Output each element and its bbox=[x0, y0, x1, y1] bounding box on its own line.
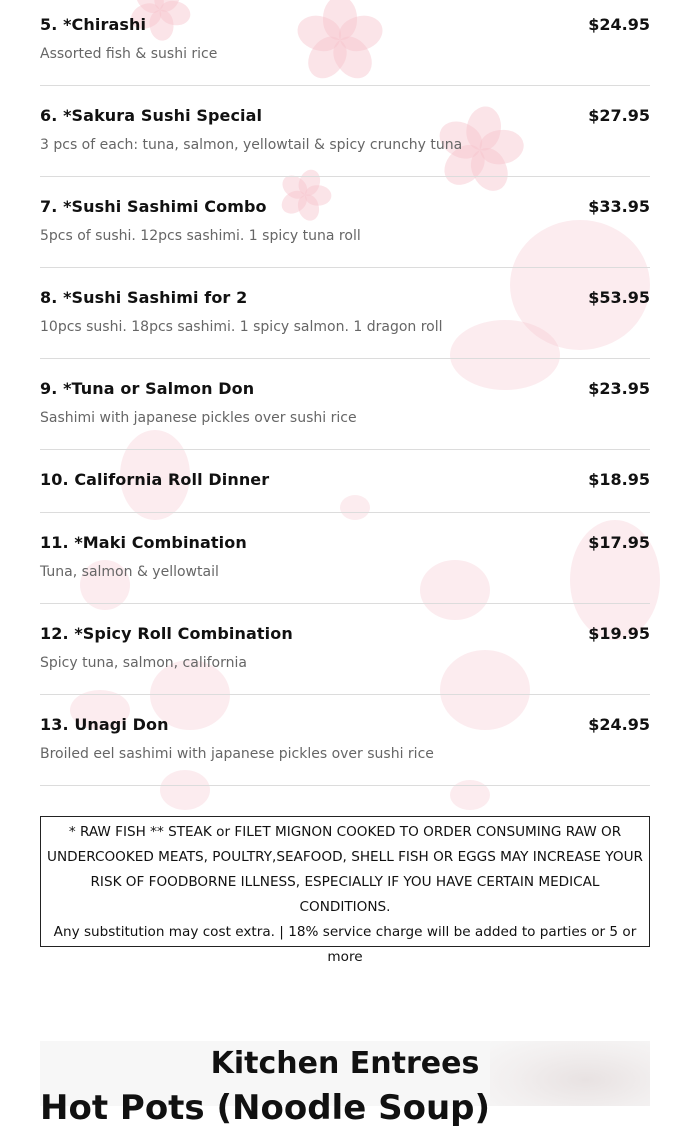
kitchen-entrees-section bbox=[40, 1041, 650, 1128]
menu-item-price: $27.95 bbox=[588, 106, 650, 125]
menu-item-name: 5. *Chirashi bbox=[40, 15, 147, 34]
menu-item-description: Broiled eel sashimi with japanese pickles over sushi rice bbox=[40, 746, 434, 762]
menu-item-name: 9. *Tuna or Salmon Don bbox=[40, 379, 255, 398]
menu-item-name: 13. Unagi Don bbox=[40, 715, 169, 734]
menu-item-description: Assorted fish & sushi rice bbox=[40, 46, 218, 62]
menu-item-price: $23.95 bbox=[588, 379, 650, 398]
menu-item-description: 10pcs sushi. 18pcs sashimi. 1 spicy salmon. 1 dragon roll bbox=[40, 319, 443, 335]
menu-item bbox=[40, 513, 650, 604]
raw-food-warning: * RAW FISH ** STEAK or FILET MIGNON COOKED TO ORDER CONSUMING RAW OR UNDERCOOKED MEATS, POULTRY,SEAFOOD, SHELL FISH OR EGGS MAY INCREASE YOUR RISK OF FOODBORNE ILLNESS, ESPECIALLY IF YOU HAVE CERTAIN MEDICAL CONDITIONS. bbox=[47, 824, 643, 915]
menu-item-price: $19.95 bbox=[588, 624, 650, 643]
menu-item bbox=[40, 450, 650, 513]
menu-item bbox=[40, 268, 650, 359]
menu-item-name: 7. *Sushi Sashimi Combo bbox=[40, 197, 267, 216]
menu-item-price: $18.95 bbox=[588, 470, 650, 489]
menu-list bbox=[40, 0, 650, 786]
menu-item bbox=[40, 177, 650, 268]
menu-item-description: 5pcs of sushi. 12pcs sashimi. 1 spicy tuna roll bbox=[40, 228, 361, 244]
menu-item-name: 11. *Maki Combination bbox=[40, 533, 247, 552]
menu-item-description: Spicy tuna, salmon, california bbox=[40, 655, 247, 671]
section-title: Kitchen Entrees bbox=[210, 1046, 480, 1081]
menu-item-description: Tuna, salmon & yellowtail bbox=[40, 564, 219, 580]
menu-item-price: $33.95 bbox=[588, 197, 650, 216]
menu-item bbox=[40, 604, 650, 695]
menu-item-price: $24.95 bbox=[588, 715, 650, 734]
menu-item-description: Sashimi with japanese pickles over sushi rice bbox=[40, 410, 357, 426]
menu-item-name: 12. *Spicy Roll Combination bbox=[40, 624, 293, 643]
section-subtitle: Hot Pots (Noodle Soup) bbox=[40, 1088, 491, 1128]
menu-item bbox=[40, 0, 650, 86]
menu-item bbox=[40, 359, 650, 450]
menu-item-price: $17.95 bbox=[588, 533, 650, 552]
menu-item-name: 10. California Roll Dinner bbox=[40, 470, 270, 489]
menu-item bbox=[40, 695, 650, 786]
menu-item-description: 3 pcs of each: tuna, salmon, yellowtail & spicy crunchy tuna bbox=[40, 137, 463, 153]
disclaimer-box bbox=[40, 816, 650, 965]
menu-item-price: $53.95 bbox=[588, 288, 650, 307]
service-charge-note: Any substitution may cost extra. | 18% service charge will be added to parties or 5 or more bbox=[53, 924, 637, 965]
menu-item-price: $24.95 bbox=[588, 15, 650, 34]
menu-item-name: 8. *Sushi Sashimi for 2 bbox=[40, 288, 248, 307]
menu-item bbox=[40, 86, 650, 177]
menu-item-name: 6. *Sakura Sushi Special bbox=[40, 106, 263, 125]
